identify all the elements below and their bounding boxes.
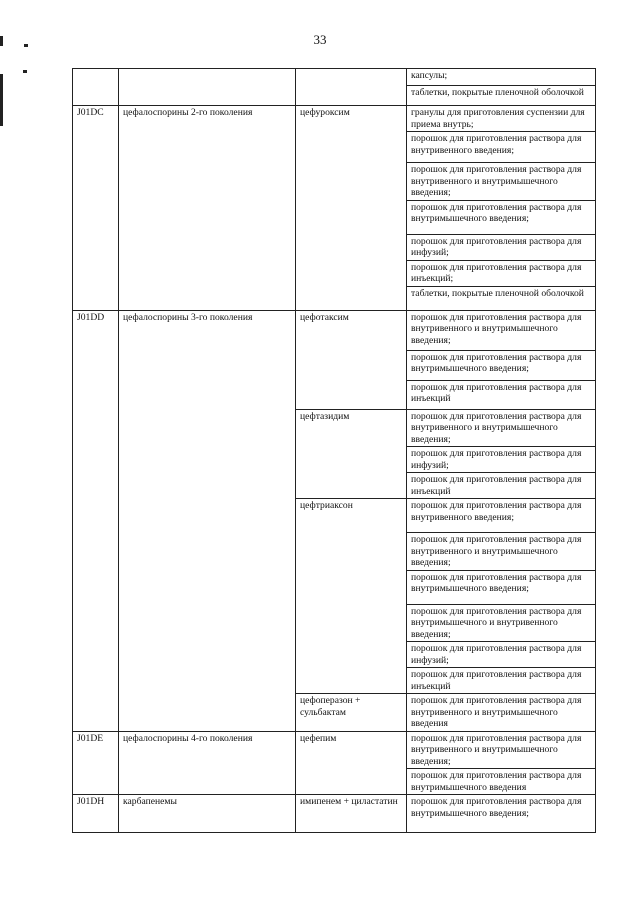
dosage-form — [407, 533, 596, 571]
dosage-form — [407, 286, 596, 310]
drug-table — [72, 68, 596, 833]
dosage-form — [407, 769, 596, 795]
dosage-form — [407, 409, 596, 447]
dosage-form-text: порошок для приготовления раствора для инъекций — [411, 669, 582, 692]
dosage-form — [407, 447, 596, 473]
dosage-form-text: порошок для приготовления раствора для инфузий; — [411, 643, 582, 666]
atc-code — [73, 795, 119, 833]
dosage-form — [407, 380, 596, 409]
dosage-form — [407, 731, 596, 769]
drug-name-text: цефепим — [300, 732, 337, 744]
dosage-form — [407, 234, 596, 260]
dosage-form — [407, 260, 596, 286]
dosage-form — [407, 310, 596, 350]
dosage-form-text: капсулы; — [411, 70, 448, 81]
dosage-form-text: таблетки, покрытые пленочной оболочкой — [411, 287, 584, 299]
group-name-text: цефалоспорины 2-го поколения — [123, 107, 253, 118]
drug-name — [296, 499, 407, 694]
group-name — [119, 106, 296, 311]
dosage-form — [407, 69, 596, 86]
dosage-form-text: порошок для приготовления раствора для внутримышечного введения; — [411, 796, 582, 819]
drug-name — [296, 731, 407, 795]
table-row — [73, 106, 596, 132]
dosage-form — [407, 499, 596, 533]
dosage-form — [407, 163, 596, 201]
dosage-form — [407, 668, 596, 694]
table-row — [73, 69, 596, 86]
atc-code-text: J01DH — [77, 796, 105, 807]
drug-name-text: цефтазидим — [300, 410, 350, 422]
drug-name — [296, 795, 407, 833]
dosage-form-text: порошок для приготовления раствора для внутримышечного введения; — [411, 571, 582, 594]
dosage-form-text: порошок для приготовления раствора для внутривенного и внутримышечного введения; — [411, 410, 582, 445]
atc-code — [73, 310, 119, 731]
dosage-form-text: порошок для приготовления раствора для внутримышечного введения; — [411, 201, 582, 224]
dosage-form — [407, 795, 596, 833]
atc-code-text: J01DD — [77, 311, 105, 323]
dosage-form-text: порошок для приготовления раствора для инфузий; — [411, 448, 582, 471]
drug-name-text: цефотаксим — [300, 311, 349, 323]
dosage-form-text: порошок для приготовления раствора для инфузий; — [411, 235, 582, 258]
group-name — [119, 731, 296, 795]
atc-code-text: J01DC — [77, 107, 104, 118]
dosage-form-text: таблетки, покрытые пленочной оболочкой — [411, 87, 584, 98]
dosage-form — [407, 642, 596, 668]
atc-code — [73, 69, 119, 106]
dosage-form-text: гранулы для приготовления суспензии для приема внутрь; — [411, 107, 585, 130]
table-row — [73, 310, 596, 350]
dosage-form — [407, 350, 596, 380]
dosage-form — [407, 86, 596, 106]
dosage-form — [407, 604, 596, 642]
drug-name-text: цефтриаксон — [300, 500, 353, 511]
dosage-form-text: порошок для приготовления раствора для внутривенного и внутримышечного введения; — [411, 164, 582, 198]
dosage-form-text: порошок для приготовления раствора для инъекций — [411, 381, 582, 404]
drug-name-text: цефоперазон + сульбактам — [300, 695, 361, 718]
dosage-form-text: порошок для приготовления раствора для внутримышечного введения — [411, 770, 582, 793]
drug-name — [296, 310, 407, 409]
table-row — [73, 795, 596, 833]
scan-mark — [24, 44, 28, 47]
drug-name — [296, 69, 407, 106]
dosage-form-text: порошок для приготовления раствора для внутривенного и внутримышечного введения; — [411, 311, 582, 346]
dosage-form — [407, 570, 596, 604]
drug-name — [296, 106, 407, 311]
dosage-form-text: порошок для приготовления раствора для внутривенного введения; — [411, 133, 582, 156]
dosage-form-text: порошок для приготовления раствора для внутривенного и внутримышечного введения; — [411, 732, 582, 767]
dosage-form-text: порошок для приготовления раствора для внутримышечного и внутривенного введения; — [411, 605, 582, 640]
dosage-form — [407, 473, 596, 499]
group-name-text: карбапенемы — [123, 796, 177, 807]
drug-name-text: цефуроксим — [300, 107, 350, 118]
dosage-form-text: порошок для приготовления раствора для инъекций — [411, 474, 582, 497]
page-number: 33 — [313, 32, 327, 47]
dosage-form — [407, 694, 596, 732]
atc-code — [73, 731, 119, 795]
group-name — [119, 310, 296, 731]
drug-name — [296, 694, 407, 732]
atc-code-text: J01DE — [77, 732, 104, 744]
scan-mark — [0, 36, 3, 46]
dosage-form-text: порошок для приготовления раствора для инъекций; — [411, 261, 582, 284]
dosage-form-text: порошок для приготовления раствора для внутривенного введения; — [411, 500, 582, 523]
group-name-text: цефалоспорины 3-го поколения — [123, 311, 253, 323]
dosage-form-text: порошок для приготовления раствора для внутривенного и внутримышечного введения — [411, 695, 582, 729]
dosage-form-text: порошок для приготовления раствора для внутримышечного введения; — [411, 351, 582, 374]
group-name — [119, 69, 296, 106]
dosage-form-text: порошок для приготовления раствора для внутривенного и внутримышечного введения; — [411, 534, 582, 568]
drug-name — [296, 409, 407, 499]
dosage-form — [407, 106, 596, 132]
group-name-text: цефалоспорины 4-го поколения — [123, 732, 253, 744]
group-name — [119, 795, 296, 833]
table-row — [73, 731, 596, 769]
dosage-form — [407, 200, 596, 234]
scan-mark — [0, 74, 3, 126]
scan-mark — [23, 70, 27, 73]
dosage-form — [407, 132, 596, 163]
drug-name-text: имипенем + циластатин — [300, 796, 398, 807]
atc-code — [73, 106, 119, 311]
